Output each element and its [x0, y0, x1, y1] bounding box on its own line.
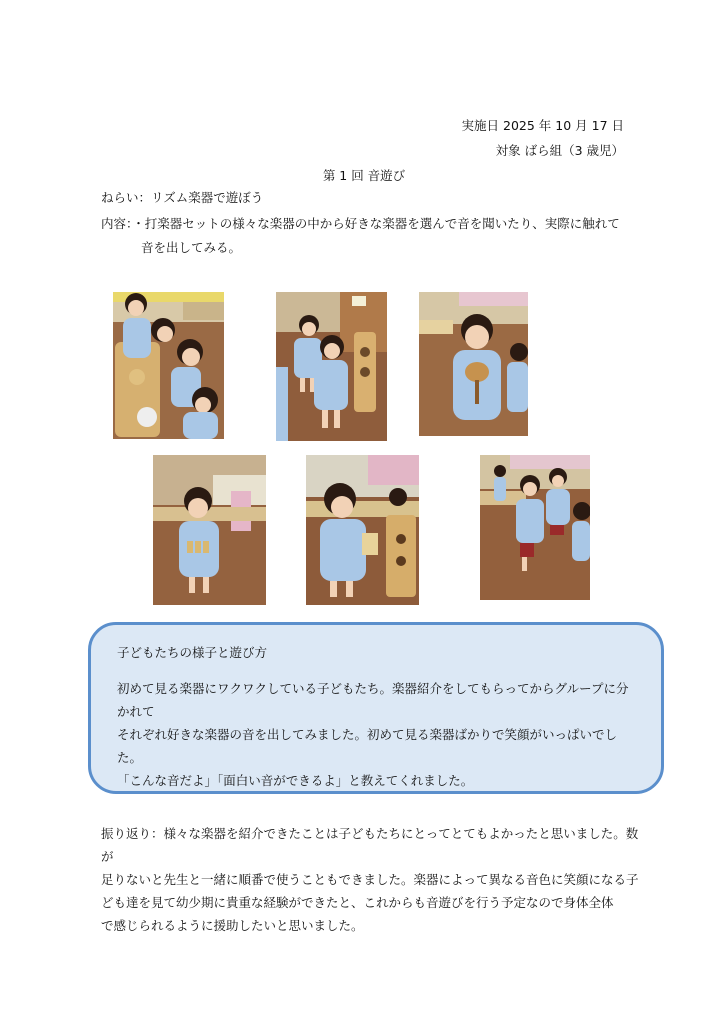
- content-section: [101, 212, 641, 260]
- children-activity-box: [88, 622, 664, 794]
- reflection-line-1: 振り返り：様々な楽器を紹介できたことは子どもたちにとってとてもよかったと思いました。数が: [101, 826, 639, 864]
- photo-children-at-instrument-board: [113, 292, 224, 439]
- reflection-line-2: 足りないと先生と一緒に順番で使うこともできました。楽器によって異なる音色に笑顔になる子: [101, 872, 639, 887]
- photo-children-playing-in-room: [480, 455, 590, 600]
- content-line-2: 音を出してみる。: [141, 240, 242, 255]
- content-line-1: 内容：・打楽器セットの様々な楽器の中から好きな楽器を選んで音を聞いたり、実際に触れて: [101, 216, 620, 231]
- box-body: [117, 677, 637, 792]
- box-line-1: 初めて見る楽器にワクワクしている子どもたち。楽器紹介をしてもらってからグループに分かれて: [117, 681, 629, 719]
- aim-text: ねらい：リズム楽器で遊ぼう: [101, 190, 264, 205]
- photo-child-holding-bamboo-instrument: [153, 455, 266, 605]
- box-line-3: 「こんな音だよ」「面白い音ができるよ」と教えてくれました。: [117, 773, 474, 788]
- target-class: 対象 ばら組（3 歳児）: [495, 143, 624, 158]
- box-line-2: それぞれ好きな楽器の音を出してみました。初めて見る楽器ばかりで笑顔がいっぱいでした。: [117, 727, 618, 765]
- reflection-section: [101, 822, 641, 937]
- reflection-line-4: で感じられるように援助したいと思いました。: [101, 918, 364, 933]
- photo-two-children-at-shelf: [276, 292, 387, 441]
- photo-child-holding-maracas: [419, 292, 528, 436]
- implementation-date: 実施日 2025 年 10 月 17 日: [461, 118, 624, 133]
- page-title: 第 1 回 音遊び: [322, 168, 406, 183]
- box-heading: 子どもたちの様子と遊び方: [117, 645, 268, 660]
- photo-child-with-wooden-instrument: [306, 455, 419, 605]
- reflection-line-3: ども達を見て幼少期に貴重な経験ができたと、これからも音遊びを行う予定なので身体全体: [101, 895, 614, 910]
